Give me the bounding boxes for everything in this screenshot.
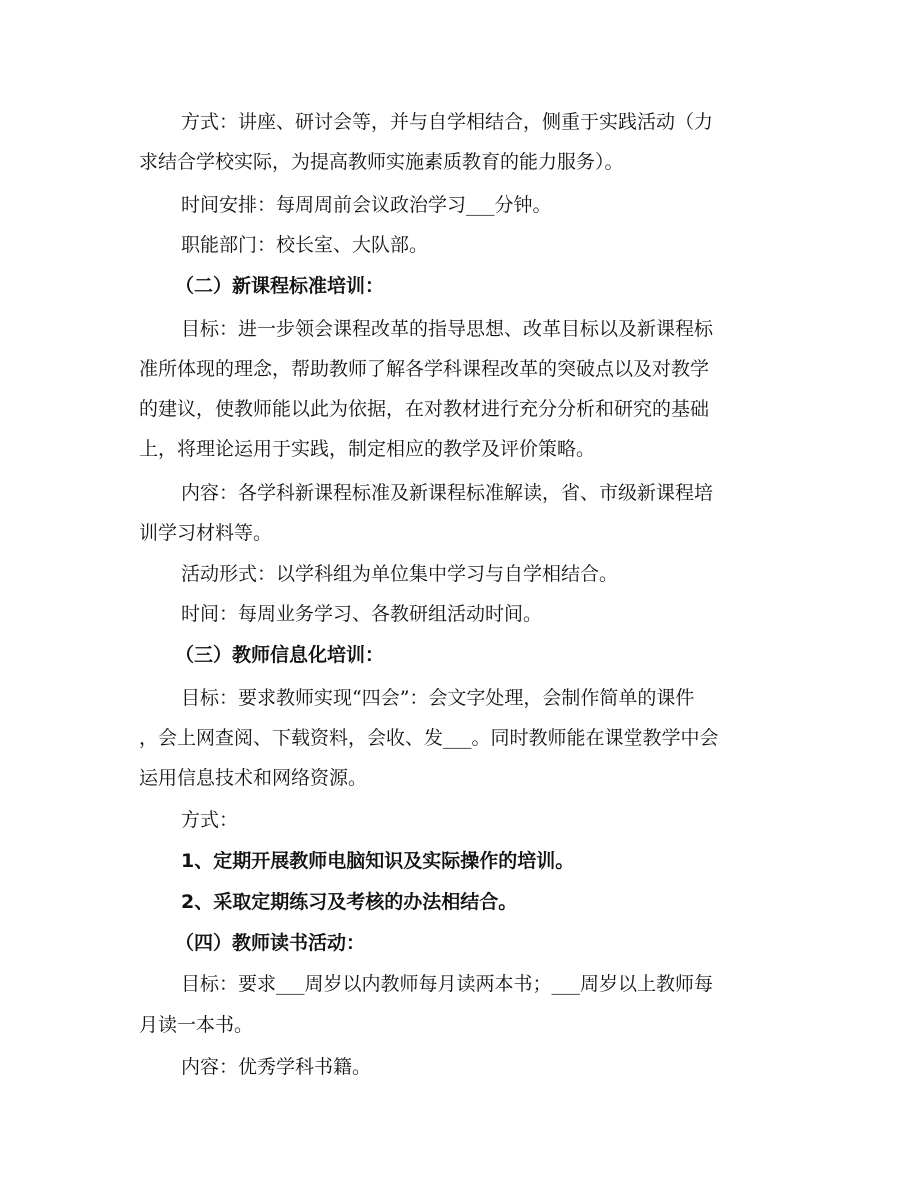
text-line-23: 月读一本书。 <box>139 1014 254 1036</box>
section-heading-2: （二）新课程标准培训： <box>175 275 385 297</box>
text-line-16: ，会上网查阅、下载资料，会收、发___。同时教师能在课堂教学中会 <box>139 727 719 749</box>
text-line-9: 上，将理论运用于实践，制定相应的教学及评价策略。 <box>139 438 596 460</box>
text-line-11: 训学习材料等。 <box>139 522 273 544</box>
text-line-22: 目标：要求___周岁以内教师每月读两本书；___周岁以上教师每 <box>181 973 714 995</box>
section-heading-3: （三）教师信息化培训： <box>175 644 385 666</box>
text-line-1: 方式：讲座、研讨会等，并与自学相结合，侧重于实践活动（力 <box>181 111 714 133</box>
numbered-item-2: 2、采取定期练习及考核的办法相结合。 <box>181 891 518 913</box>
text-line-8: 的建议，使教师能以此为依据，在对教材进行充分分析和研究的基础 <box>139 398 710 420</box>
text-line-7: 准所体现的理念，帮助教师了解各学科课程改革的突破点以及对教学 <box>139 358 710 380</box>
text-line-12: 活动形式：以学科组为单位集中学习与自学相结合。 <box>181 563 619 585</box>
text-line-6: 目标：进一步领会课程改革的指导思想、改革目标以及新课程标 <box>181 318 714 340</box>
numbered-item-1: 1、定期开展教师电脑知识及实际操作的培训。 <box>181 850 575 872</box>
text-line-17: 运用信息技术和网络资源。 <box>139 767 368 789</box>
text-line-13: 时间：每周业务学习、各教研组活动时间。 <box>181 603 543 625</box>
text-line-10: 内容：各学科新课程标准及新课程标准解读，省、市级新课程培 <box>181 482 714 504</box>
text-line-18: 方式： <box>181 809 239 831</box>
text-line-2: 求结合学校实际，为提高教师实施素质教育的能力服务）。 <box>139 151 624 173</box>
text-line-4: 职能部门：校长室、大队部。 <box>181 234 429 256</box>
text-line-15: 目标：要求教师实现“四会”：会文字处理，会制作简单的课件 <box>181 687 695 709</box>
text-line-3: 时间安排：每周周前会议政治学习___分钟。 <box>181 194 552 216</box>
text-line-24: 内容：优秀学科书籍。 <box>181 1056 372 1078</box>
section-heading-4: （四）教师读书活动： <box>175 932 366 954</box>
